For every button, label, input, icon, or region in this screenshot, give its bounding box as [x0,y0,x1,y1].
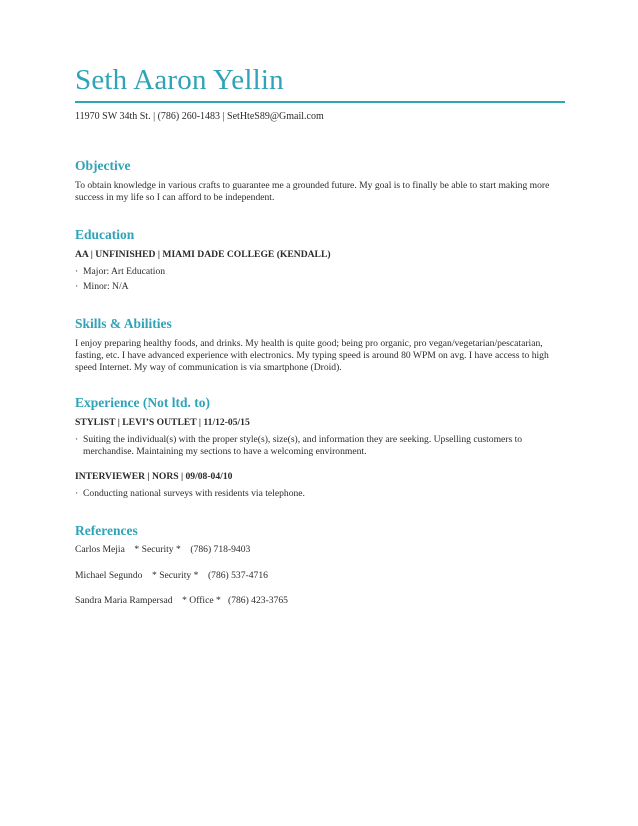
bullet-glyph: · [75,281,79,292]
job-bullet-interviewer [75,488,555,500]
skills-heading: Skills & Abilities [75,316,172,331]
objective-heading: Objective [75,158,131,173]
education-heading: Education [75,227,135,242]
bullet-glyph: · [75,434,79,445]
references-heading: References [75,523,138,538]
contact-line: 11970 SW 34th St. | (786) 260-1483 | SetHteS89@Gmail.com [75,111,324,122]
bullet-glyph: · [75,488,79,499]
education-bullet-text: Major: Art Education [83,266,166,277]
education-bullet-minor [75,281,555,293]
education-entry: AA | UNFINISHED | MIAMI DADE COLLEGE (KENDALL) [75,249,331,260]
education-bullet-text: Minor: N/A [83,281,129,292]
job-heading-interviewer: INTERVIEWER | NORS | 09/08-04/10 [75,471,233,482]
header-divider [75,101,565,103]
education-bullet-major [75,266,555,278]
reference-item: Michael Segundo * Security * (786) 537-4716 [75,570,268,581]
skills-text: I enjoy preparing healthy foods, and drinks. My health is quite good; being pro organic, pro vegan/vegetarian/pescatarian, fasting, etc. I have advanced experience with electronics. My typing speed is around 80 WPM on avg. I have access to high speed Internet. My way of communication is via smartphone (Droid). [75,338,549,373]
reference-item: Sandra Maria Rampersad * Office * (786) 423-3765 [75,595,288,606]
resume-name: Seth Aaron Yellin [75,64,284,96]
objective-text: To obtain knowledge in various crafts to guarantee me a grounded future. My goal is to finally be able to start making more success in my life so I can afford to be independent. [75,180,550,203]
job-heading-stylist: STYLIST | LEVI’S OUTLET | 11/12-05/15 [75,417,250,428]
experience-heading: Experience (Not ltd. to) [75,395,210,410]
job-bullet-text: Suiting the individual(s) with the proper style(s), size(s), and information they are seeking. Upselling customers to merchandise. Maintaining my sections to have a welcoming environment. [83,434,523,457]
reference-item: Carlos Mejia * Security * (786) 718-9403 [75,544,251,555]
bullet-glyph: · [75,266,79,277]
job-bullet-stylist [75,434,555,458]
job-bullet-text: Conducting national surveys with residents via telephone. [83,488,305,499]
